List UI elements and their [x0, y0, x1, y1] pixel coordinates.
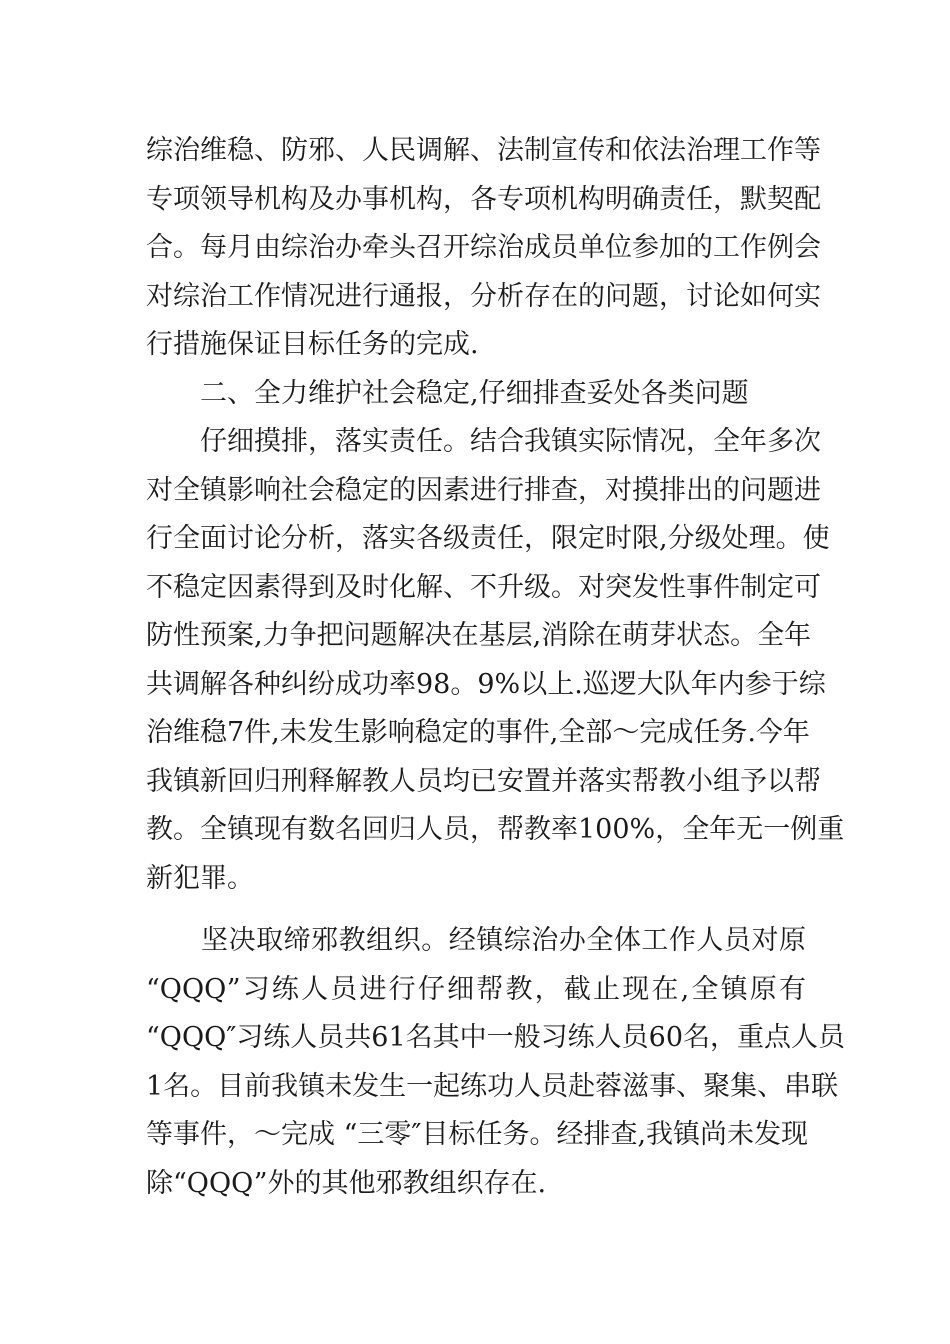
text-line: 专项领导机构及办事机构，各专项机构明确责任，默契配: [146, 183, 821, 215]
text-line: 合。每月由综治办牵头召开综治成员单位参加的工作例会: [146, 232, 821, 263]
text-line: 治维稳7件,未发生影响稳定的事件,全部～完成任务.今年: [146, 717, 810, 748]
text-line: 防性预案,力争把问题解决在基层,消除在萌芽状态。全年: [146, 620, 812, 651]
text-line: “QQQ”习练人员进行仔细帮教，截止现在,全镇原有: [146, 973, 806, 1005]
text-line: 对全镇影响社会稳定的因素进行排查，对摸排出的问题进: [146, 474, 821, 506]
text-line: 我镇新回归刑释解教人员均已安置并落实帮教小组予以帮: [146, 765, 821, 797]
paragraph-gap: [146, 903, 806, 917]
text-line: 综治维稳、防邪、人民调解、法制宣传和依法治理工作等: [146, 135, 821, 166]
text-line: 教。全镇现有数名回归人员，帮教率100%，全年无一例重: [146, 814, 845, 845]
text-line: 行全面讨论分析，落实各级责任，限定时限,分级处理。使: [146, 523, 830, 554]
text-line: 等事件，～完成 “三零″目标任务。经排查,我镇尚未发现: [146, 1119, 809, 1150]
text-line: 坚决取缔邪教组织。经镇综治办全体工作人员对原: [146, 925, 806, 956]
text-line: 新犯罪。: [146, 862, 254, 894]
text-line: 除“QQQ”外的其他邪教组织存在.: [146, 1167, 547, 1199]
text-line: 共调解各种纠纷成功率98。9%以上.巡逻大队年内参于综: [146, 668, 826, 700]
text-line: 仔细摸排，落实责任。结合我镇实际情况，全年多次: [146, 426, 821, 457]
section-heading: 二、全力维护社会稳定,仔细排查妥处各类问题: [146, 377, 749, 409]
text-line: “QQQ″习练人员共61名其中一般习练人员60名，重点人员: [146, 1022, 846, 1053]
document-body: [146, 127, 846, 1208]
text-line: 行措施保证目标任务的完成.: [146, 329, 479, 360]
text-line: 1名。目前我镇未发生一起练功人员赴蓉滋事、聚集、串联: [146, 1070, 839, 1102]
text-line: 对综治工作情况进行通报，分析存在的问题，讨论如何实: [146, 280, 821, 312]
text-line: 不稳定因素得到及时化解、不升级。对突发性事件制定可: [146, 571, 821, 603]
